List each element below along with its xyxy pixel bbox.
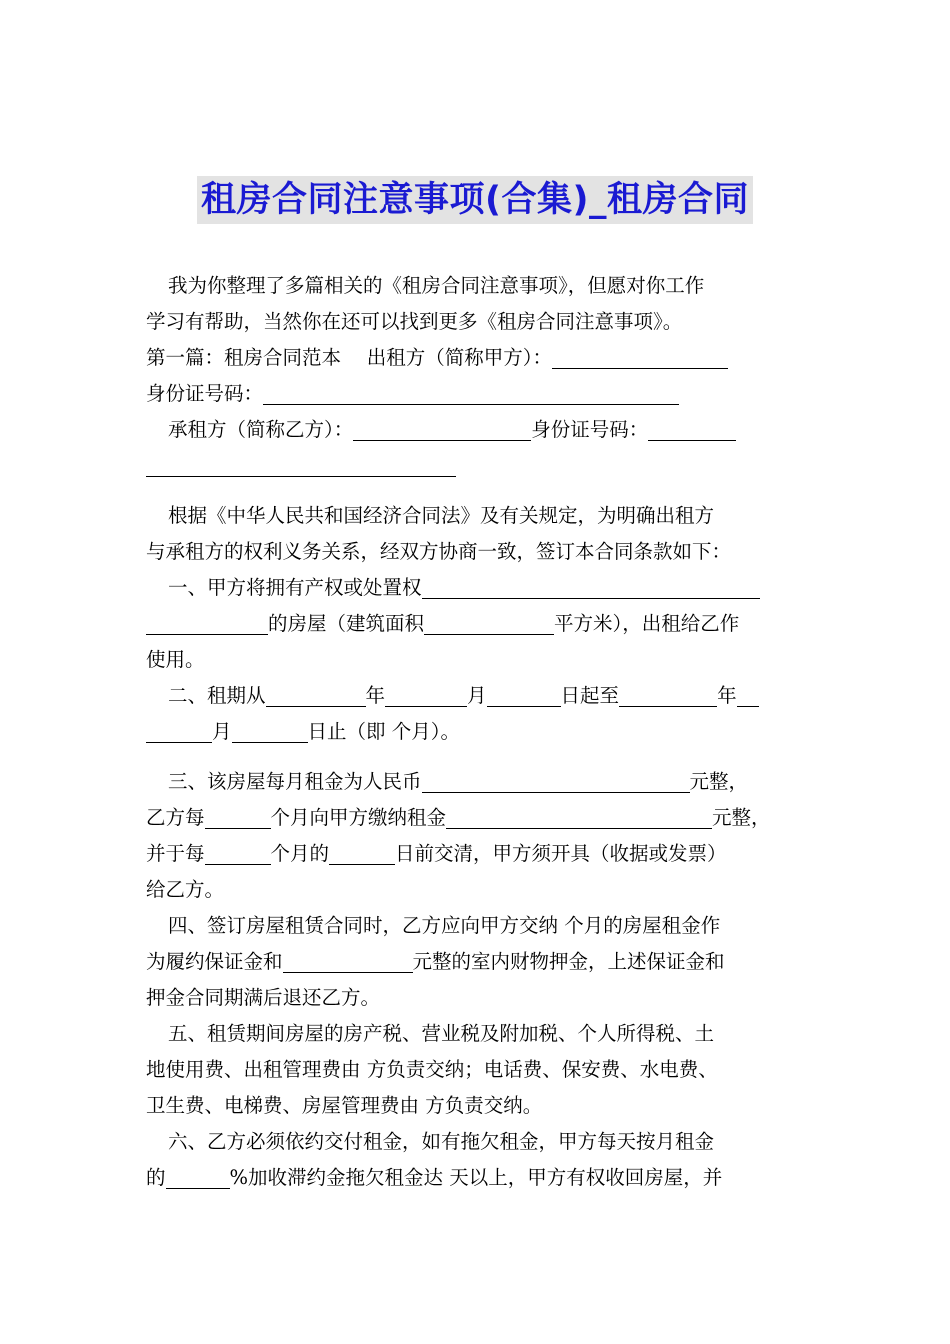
blank-underline [737, 682, 759, 707]
text-span: 日起至 [560, 684, 620, 707]
blank-underline [552, 344, 728, 369]
blank-underline [283, 948, 413, 973]
paragraph-line [146, 836, 812, 872]
paragraph-line [146, 570, 812, 606]
paragraph-line [146, 764, 812, 800]
document-title-block [0, 176, 950, 224]
text-span: 二、租期从 [168, 684, 266, 707]
blank-underline [619, 682, 717, 707]
text-span: 一、甲方将拥有产权或处置权 [168, 576, 422, 599]
text-span: 年 [717, 684, 737, 707]
paragraph-line: 根据《中华人民共和国经济合同法》及有关规定，为明确出租方 [168, 504, 715, 527]
text-span: 元整， [712, 806, 771, 829]
paragraph-line [146, 606, 812, 642]
blank-underline [205, 804, 271, 829]
paragraph-line: 学习有帮助，当然你在还可以找到更多《租房合同注意事项》。 [146, 310, 683, 333]
text-span: 三、该房屋每月租金为人民币 [168, 770, 422, 793]
text-span: %加收滞约金拖欠租金达 天以上，甲方有权收回房屋，并 [229, 1166, 723, 1189]
blank-underline [146, 452, 456, 477]
blank-underline [166, 1164, 230, 1189]
blank-underline [146, 610, 268, 635]
text-span: 元整的室内财物押金，上述保证金和 [412, 950, 725, 973]
document-body [146, 268, 812, 1196]
text-span: 身份证号码： [146, 382, 264, 405]
paragraph-line: 四、签订房屋租赁合同时，乙方应向甲方交纳 个月的房屋租金作 [168, 914, 721, 937]
text-span: 为履约保证金和 [146, 950, 283, 973]
text-span: 年 [365, 684, 386, 707]
paragraph-line: 我为你整理了多篇相关的《租房合同注意事项》，但愿对你工作 [168, 274, 705, 297]
paragraph-line [146, 448, 812, 484]
paragraph-line: 卫生费、电梯费、房屋管理费由 方负责交纳。 [146, 1094, 543, 1117]
text-span: 的 [146, 1166, 166, 1189]
blank-underline [232, 718, 308, 743]
text-span: 个月向甲方缴纳租金 [270, 806, 447, 829]
document-title: 租房合同注意事项(合集)_租房合同 [197, 176, 753, 224]
paragraph-line: 六、乙方必须依约交付租金，如有拖欠租金，甲方每天按月租金 [168, 1130, 715, 1153]
paragraph-line: 押金合同期满后退还乙方。 [146, 986, 381, 1009]
text-span: 乙方每 [146, 806, 205, 829]
blank-underline [385, 682, 467, 707]
blank-underline [424, 610, 554, 635]
blank-underline [422, 574, 760, 599]
paragraph-line [146, 800, 812, 836]
blank-underline [648, 416, 736, 441]
paragraph-line [146, 376, 812, 412]
text-span: 月 [212, 720, 232, 743]
text-span: 个月的 [270, 842, 330, 865]
paragraph-line: 五、租赁期间房屋的房产税、营业税及附加税、个人所得税、土 [168, 1022, 715, 1045]
paragraph-line: 与承租方的权利义务关系，经双方协商一致，签订本合同条款如下： [146, 540, 732, 563]
text-span: 平方米），出租给乙作 [554, 612, 740, 635]
text-span: 承租方（简称乙方）： [168, 418, 354, 441]
paragraph-line [146, 714, 812, 750]
blank-underline [422, 768, 690, 793]
blank-underline [329, 840, 395, 865]
text-span: 身份证号码： [531, 418, 649, 441]
blank-underline [353, 416, 531, 441]
paragraph-line [146, 944, 812, 980]
text-span: 第一篇：租房合同范本 出租方（简称甲方）： [146, 346, 552, 369]
blank-underline [266, 682, 366, 707]
paragraph-line [146, 340, 812, 376]
text-span: 元整， [689, 770, 749, 793]
blank-underline [205, 840, 271, 865]
blank-underline [446, 804, 712, 829]
paragraph-line [146, 678, 812, 714]
blank-underline [146, 718, 212, 743]
blank-underline [487, 682, 561, 707]
blank-underline [263, 380, 679, 405]
paragraph-line [146, 1160, 812, 1196]
text-span: 并于每 [146, 842, 205, 865]
paragraph-line: 给乙方。 [146, 878, 225, 901]
text-span: 日止（即 个月）。 [307, 720, 460, 743]
paragraph-line [146, 412, 812, 448]
paragraph-line: 地使用费、出租管理费由 方负责交纳；电话费、保安费、水电费、 [146, 1058, 718, 1081]
paragraph-line: 使用。 [146, 648, 205, 671]
text-span: 的房屋（建筑面积 [268, 612, 425, 635]
text-span: 日前交清，甲方须开具（收据或发票） [395, 842, 727, 865]
text-span: 月 [467, 684, 487, 707]
